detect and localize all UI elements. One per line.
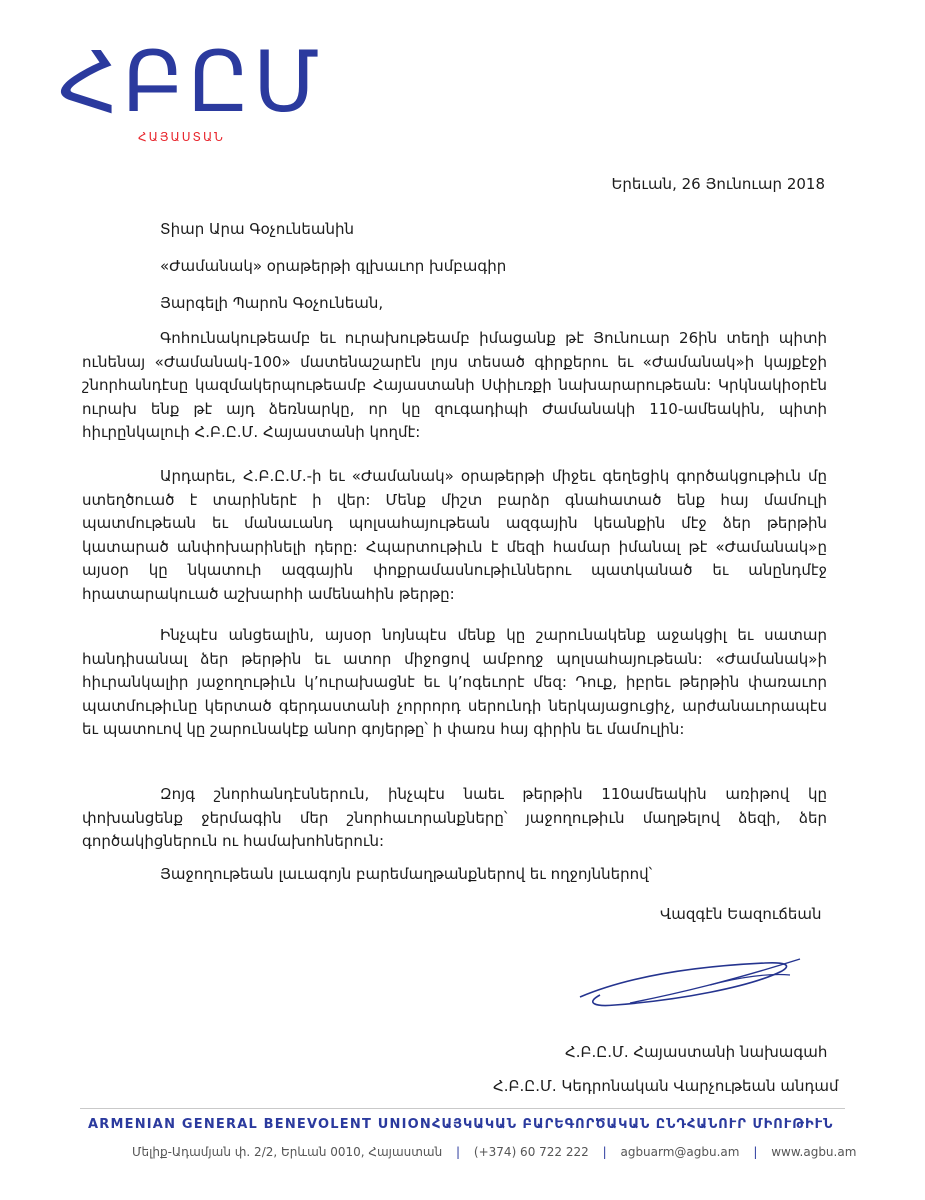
footer-address: Մելիք-Ադամյան փ. 2/2, Երևան 0010, Հայաստան	[132, 1145, 443, 1159]
recipient-name: Տիար Արա Գօչունեանին	[160, 220, 355, 238]
footer-separator: |	[753, 1145, 758, 1159]
footer-contact	[132, 1145, 856, 1159]
signature-image	[560, 945, 820, 1025]
footer-divider	[80, 1108, 845, 1109]
signer-title-president: Հ.Բ.Ը.Մ. Հայաստանի նախագահ	[565, 1043, 828, 1061]
footer-phone: (+374) 60 722 222	[473, 1145, 589, 1159]
footer-org-armenian: ՀԱՅԿԱԿԱՆ ԲԱՐԵԳՈՐԾԱԿԱՆ ԸՆԴՀԱՆՈՒՐ ՄԻՈՒԹԻՒՆ	[432, 1117, 834, 1132]
paragraph-2: Արդարեւ, Հ.Բ.Ը.Մ.-ի եւ «Ժամանակ» օրաթերթի միջեւ գեղեցիկ գործակցութիւն մը ստեղծուած է տարիներէ ի վեր: Մենք միշտ բարձր գնահատած ենք հայ մամուլի պատմութեան եւ մանաւանդ պոլսահայութեան ազգային կեանքին մէջ ձեր թերթին կատարած անփոխարինելի դերը: Հպարտութիւն է մեզի համար իմանալ թէ «Ժամանակ»ը այսօր կը նկատուի ազգային փոքրամասնութիւններու պատկանած եւ անընդմէջ հրատարակուած աշխարհի ամենահին թերթը:	[82, 467, 827, 603]
paragraph-4: Զոյգ շնորհանդէսներուն, ինչպէս նաեւ թերթին 110ամեակին առիթով կը փոխանցենք ջերմագին մեր շնորհաւորանքները՝ յաջողութիւն մաղթելով ձեզի, ձեր գործակիցներուն ու համախոհներուն:	[82, 785, 827, 851]
footer-separator: |	[456, 1145, 461, 1159]
recipient-title: «Ժամանակ» օրաթերթի գլխաւոր խմբագիր	[160, 257, 507, 275]
footer-website[interactable]: www.agbu.am	[771, 1145, 857, 1159]
letter-date: Երեւան, 26 Յունուար 2018	[611, 175, 825, 193]
footer-email[interactable]: agbuarm@agbu.am	[620, 1145, 740, 1159]
logo-mark: ՀԲԸՄ	[58, 33, 324, 131]
agbu-logo	[58, 33, 324, 144]
paragraph-1: Գոհունակութեամբ եւ ուրախութեամբ իմացանք թէ Յունուար 26ին տեղի պիտի ունենայ «Ժամանակ-100» մատենաշարէն լոյս տեսած գիրքերու եւ «Ժամանակ»ի կայքէջի շնորհանդէսը կազմակերպութեամբ Հայաստանի Սփիւռքի նախարարութեան: Կրկնակիօրէն ուրախ ենք թէ այդ ձեռնարկը, որ կը զուգադիպի Ժամանակի 110-ամեակին, պիտի հիւրընկալուի Հ.Բ.Ը.Մ. Հայաստանի կողմէ:	[82, 329, 827, 442]
closing: Յաջողութեան լաւագոյն բարեմաղթանքներով եւ ողջոյններով՝	[160, 865, 653, 883]
footer-separator: |	[602, 1145, 607, 1159]
logo-subtitle: ՀԱՅԱՍՏԱՆ	[138, 130, 225, 144]
signer-title-board: Հ.Բ.Ը.Մ. Կեդրոնական Վարչութեան անդամ	[493, 1077, 839, 1095]
paragraph-3: Ինչպէս անցեալին, այսօր նոյնպէս մենք կը շարունակենք աջակցիլ եւ սատար հանդիսանալ ձեր թերթին եւ ատոր միջոցով ամբողջ պոլսահայութեան: «Ժամանակ»ի հիւրանկալիր յաջողութիւն կ՚ուրախացնէ եւ կ՚ոգեւորէ մեզ: Դուք, իբրեւ թերթին փառաւոր պատմութիւնը կերտած գերդաստանի չորրորդ սերունդի ներկայացուցիչ, արժանաւորապէս եւ պատուով կը շարունակէք անոր գոյերթը՝ ի փառս հայ գիրին եւ մամուլին:	[82, 626, 827, 739]
salutation: Յարգելի Պարոն Գօչունեան,	[160, 294, 384, 312]
signer-name: Վազգէն Եազուճեան	[660, 905, 822, 923]
footer-org-english: ARMENIAN GENERAL BENEVOLENT UNION	[88, 1117, 432, 1132]
